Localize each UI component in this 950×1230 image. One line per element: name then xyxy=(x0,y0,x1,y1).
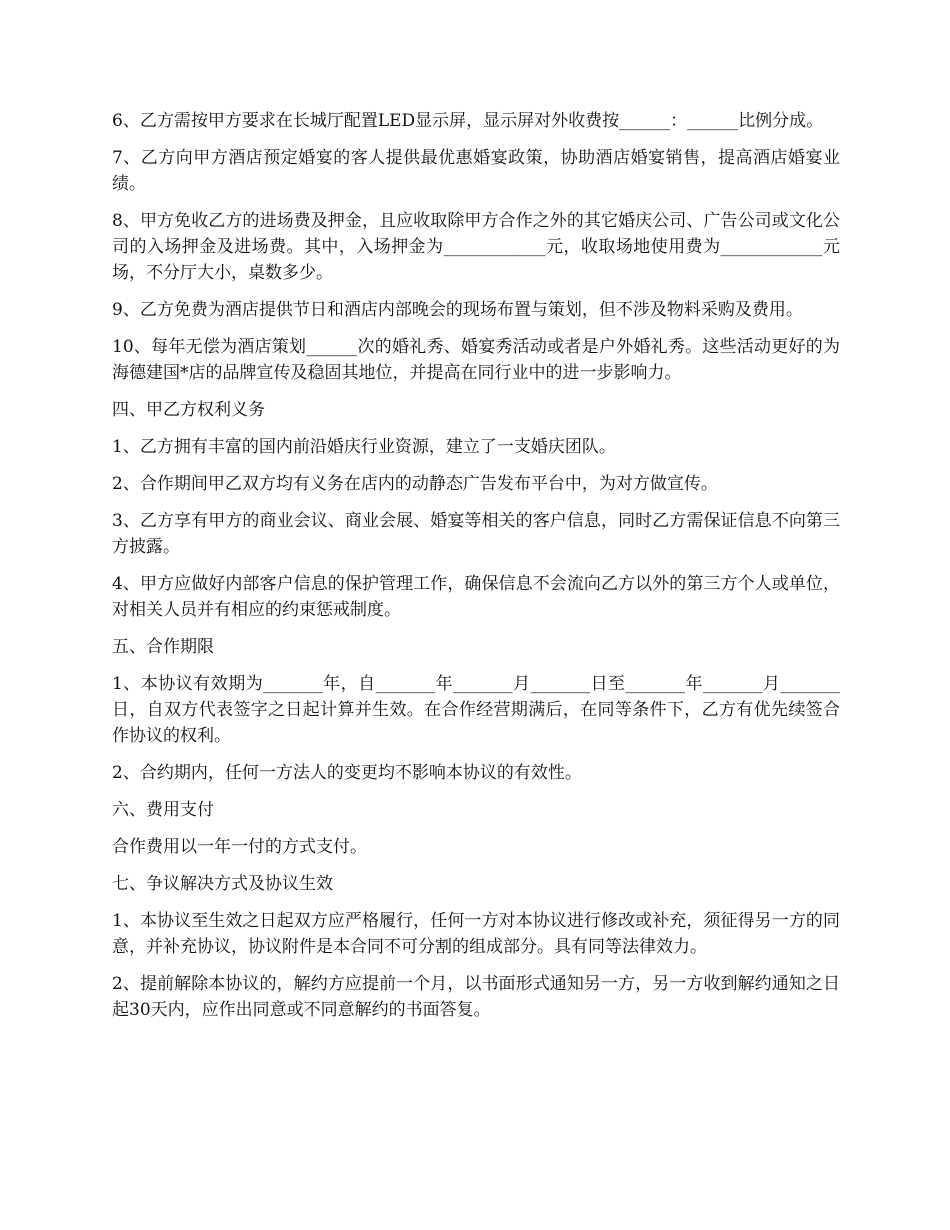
clause-10: 10、每年无偿为酒店策划______次的婚礼秀、婚宴秀活动或者是户外婚礼秀。这些活动更好的为海德建国*店的品牌宣传及稳固其地位，并提高在同行业中的进一步影响力。 xyxy=(112,337,840,383)
dispute-clause-1: 1、本协议至生效之日起双方应严格履行，任何一方对本协议进行修改或补充，须征得另一方的同意，并补充协议，协议附件是本合同不可分割的组成部分。具有同等法律效力。 xyxy=(112,911,840,957)
payment-clause: 合作费用以一年一付的方式支付。 xyxy=(112,837,367,857)
document-page xyxy=(112,108,840,1034)
section-heading-rights-obligations: 四、甲乙方权利义务 xyxy=(112,400,265,420)
clause-6: 6、乙方需按甲方要求在长城厅配置LED显示屏，显示屏对外收费按______：______比例分成。 xyxy=(112,111,824,131)
section-heading-disputes: 七、争议解决方式及协议生效 xyxy=(112,874,333,894)
rights-clause-2: 2、合作期间甲乙双方均有义务在店内的动静态广告发布平台中，为对方做宣传。 xyxy=(112,474,718,494)
rights-clause-4: 4、甲方应做好内部客户信息的保护管理工作，确保信息不会流向乙方以外的第三方个人或单位，对相关人员并有相应的约束惩戒制度。 xyxy=(112,574,840,620)
dispute-clause-2: 2、提前解除本协议的，解约方应提前一个月，以书面形式通知另一方，另一方收到解约通知之日起30天内，应作出同意或不同意解约的书面答复。 xyxy=(112,974,840,1020)
clause-8: 8、甲方免收乙方的进场费及押金，且应收取除甲方合作之外的其它婚庆公司、广告公司或文化公司的入场押金及进场费。其中，入场押金为____________元，收取场地使用费为____________元场，不分厅大小，桌数多少。 xyxy=(112,211,840,283)
rights-clause-3: 3、乙方享有甲方的商业会议、商业会展、婚宴等相关的客户信息，同时乙方需保证信息不向第三方披露。 xyxy=(112,511,840,557)
clause-9: 9、乙方免费为酒店提供节日和酒店内部晚会的现场布置与策划，但不涉及物料采购及费用。 xyxy=(112,300,803,320)
term-clause-2: 2、合约期内，任何一方法人的变更均不影响本协议的有效性。 xyxy=(112,763,582,783)
section-heading-payment: 六、费用支付 xyxy=(112,800,214,820)
term-clause-1: 1、本协议有效期为_______年，自_______年_______月_______日至_______年_______月_______日，自双方代表签字之日起计算并生效。在合作经营期满后，在同等条件下，乙方有优先续签合作协议的权利。 xyxy=(112,674,840,746)
section-heading-term: 五、合作期限 xyxy=(112,637,214,657)
clause-7: 7、乙方向甲方酒店预定婚宴的客人提供最优惠婚宴政策，协助酒店婚宴销售，提高酒店婚宴业绩。 xyxy=(112,148,840,194)
rights-clause-1: 1、乙方拥有丰富的国内前沿婚庆行业资源，建立了一支婚庆团队。 xyxy=(112,437,616,457)
